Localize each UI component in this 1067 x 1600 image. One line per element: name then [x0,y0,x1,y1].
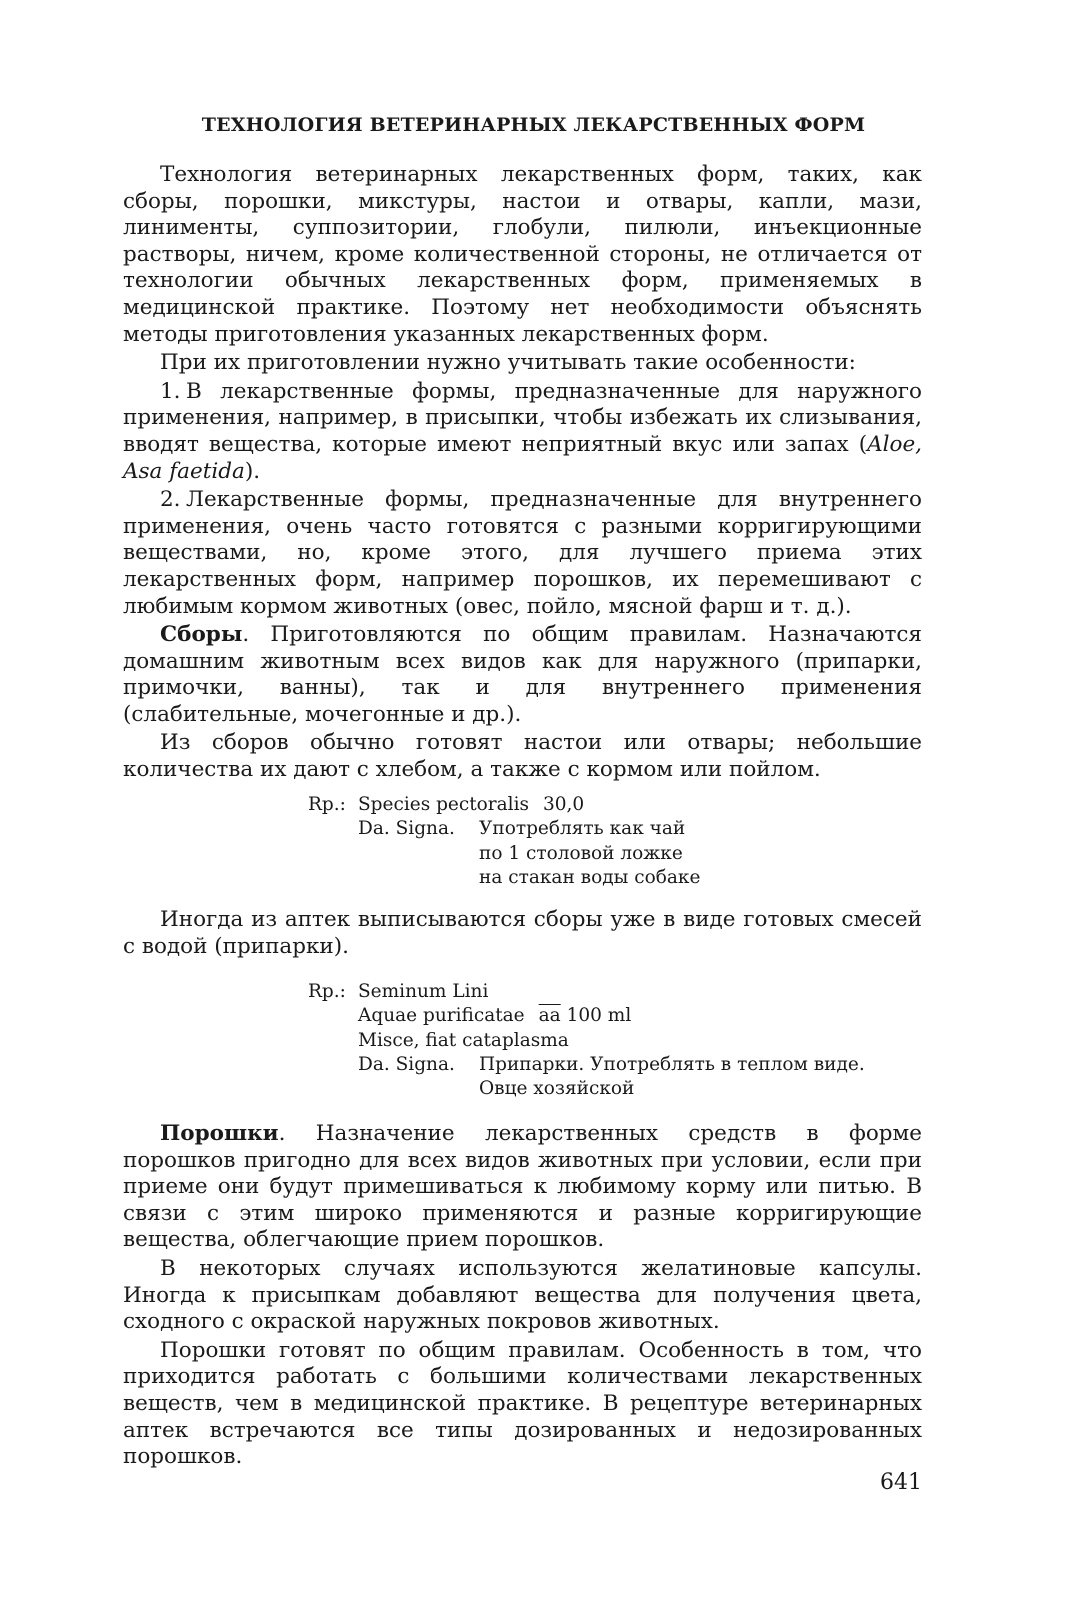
list-text: Лекарственные формы, предназначенные для внутреннего применения, очень часто готовятся с разными корригирующими веществами, но, кроме этого, для лучшего приема этих лекарственных форм, например порошков, их перемешивают с любимым кормом животных (овес, пойло, мясной фарш и т. д.). [123,487,922,619]
list-number: 2. [160,487,181,513]
rp-label: Rp.: [308,981,346,1002]
intro-section [123,162,922,784]
list-text-end: ). [244,458,261,484]
list-number: 1. [160,378,181,404]
prescription [308,980,865,1101]
paragraph-text: . Приготовляются по общим правилам. Назначаются домашним животным всех видов как для наружного (припарки, примочки, ванны), так и для внутреннего применения (слабительные, мочегонные и др.). [123,622,922,727]
amount: 100 ml [566,1005,632,1027]
paragraph: Порошки готовят по общим правилам. Особенность в том, что приходится работать с большими количествами лекарственных веществ, чем в медицинской практике. В рецептуре ветеринарных аптек встречаются все типы дозированных и недозированных порошков. [123,1337,922,1470]
amount: 30,0 [543,794,585,815]
signa-line: Овце хозяйской [479,1078,635,1100]
run-in-heading: Сборы [160,622,243,648]
paragraph [123,1121,922,1254]
paragraph: В некоторых случаях используются желатиновые капсулы. Иногда к присыпкам добавляют вещества для получения цвета, сходного с окраской наружных покровов животных. [123,1255,922,1335]
paragraph-text: . Назначение лекарственных средств в форме порошков пригодно для всех видов животных при условии, если при приеме они будут примешиваться к любимому корму или питью. В связи с этим широко применяются и разные корригирующие вещества, облегчающие прием порошков. [123,1121,922,1253]
ingredient: Aquae purificatae [358,1005,525,1027]
paragraph [123,622,922,728]
signa-line: на стакан воды собаке [479,866,701,888]
rp-label: Rp.: [308,794,346,815]
paragraph: При их приготовлении нужно учитывать такие особенности: [160,350,856,376]
middle-section [123,907,922,960]
signa-line: по 1 столовой ложке [479,842,683,864]
signa-label: Da. Signa. [358,818,455,840]
paragraph: Технология ветеринарных лекарственных форм, таких, как сборы, порошки, микстуры, настои и отвары, капли, мази, линименты, суппозитории, глобули, пилюли, инъекционные растворы, ничем, кроме количественной стороны, не отличается от технологии обычных лекарственных форм, применяемых в медицинской практике. Поэтому нет необходимости объяснять методы приготовления указанных лекарственных форм. [123,162,922,347]
powders-section [123,1121,922,1471]
list-item [123,379,922,485]
paragraph: Иногда из аптек выписываются сборы уже в виде готовых смесей с водой (припарки). [123,907,922,959]
section-heading: ТЕХНОЛОГИЯ ВЕТЕРИНАРНЫХ ЛЕКАРСТВЕННЫХ ФОРМ [201,114,866,136]
paragraph: Из сборов обычно готовят настои или отвары; небольшие количества их дают с хлебом, а также с кормом или пойлом. [123,730,922,783]
signa-line: Употреблять как чай [479,818,686,840]
prescription [308,793,700,890]
signa-label: Da. Signa. [358,1053,455,1075]
list-text: В лекарственные формы, предназначенные для наружного применения, например, в присыпки, чтобы избежать их слизывания, вводят вещества, которые имеют неприятный вкус или запах ( [123,378,922,457]
page-number: 641 [880,1470,922,1495]
run-in-heading: Порошки [160,1121,279,1146]
latin-term: Aloe, Asa faetida [123,431,922,484]
list-item [123,487,922,620]
misce-line: Misce, fiat cataplasma [358,1029,569,1051]
ana-sign: $\overline{aa}$ [538,1005,561,1027]
ingredient: Seminum Lini [358,981,489,1002]
ingredient: Species pectoralis [358,794,529,815]
signa-line: Припарки. Употреблять в теплом виде. [479,1053,865,1075]
